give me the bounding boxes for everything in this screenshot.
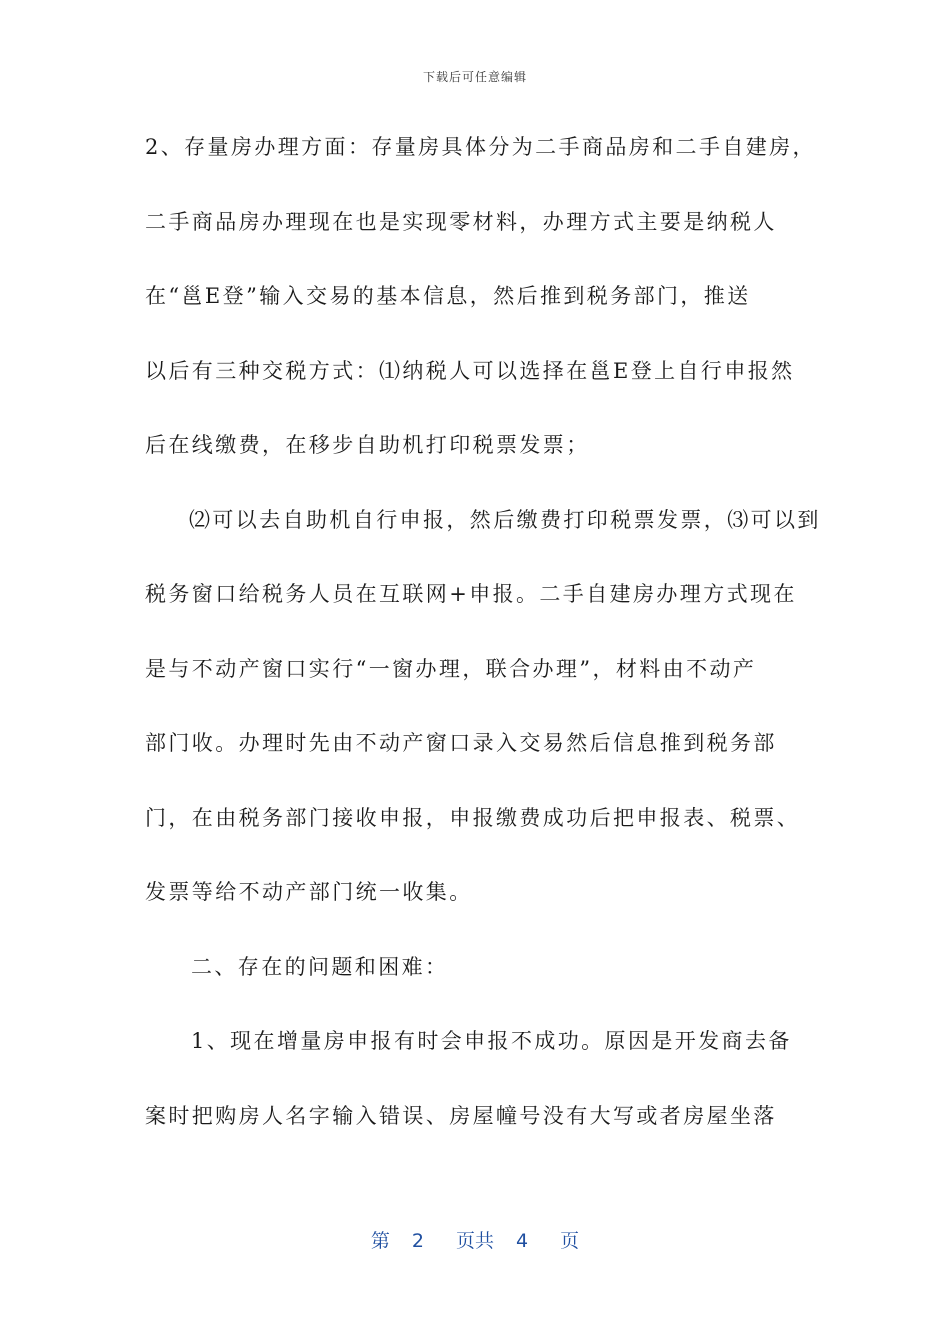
- footer-middle: 页共: [455, 1230, 494, 1252]
- text-line: 案时把购房人名字输入错误、房屋幢号没有大写或者房屋坐落: [145, 1103, 777, 1128]
- text-line: 2、存量房办理方面：存量房具体分为二手商品房和二手自建房，: [145, 135, 816, 159]
- text-line: 是与不动产窗口实行“一窗办理，联合办理”，材料由不动产: [145, 656, 757, 681]
- text-line: 二手商品房办理现在也是实现零材料，办理方式主要是纳税人: [145, 209, 777, 234]
- text-line: 后在线缴费，在移步自助机打印税票发票；: [145, 433, 590, 457]
- page-footer: [0, 1226, 950, 1253]
- text-line: 部门收。办理时先由不动产窗口录入交易然后信息推到税务部: [145, 731, 777, 755]
- footer-prefix: 第: [370, 1230, 390, 1252]
- text-line: ⑵可以去自助机自行申报，然后缴费打印税票发票，⑶可以到: [189, 507, 821, 532]
- header-note: 下载后可任意编辑: [422, 70, 527, 84]
- text-line: 门，在由税务部门接收申报，申报缴费成功后把申报表、税票、: [145, 805, 801, 830]
- footer-current-page: 2: [411, 1230, 424, 1252]
- text-line: 在“邕E登”输入交易的基本信息，然后推到税务部门，推送: [145, 284, 751, 308]
- footer-suffix: 页: [560, 1230, 580, 1252]
- footer-total-pages: 4: [516, 1230, 529, 1252]
- text-line: 以后有三种交税方式：⑴纳税人可以选择在邕E登上自行申报然: [145, 358, 795, 383]
- text-line: 税务窗口给税务人员在互联网+申报。二手自建房办理方式现在: [145, 582, 797, 606]
- text-line: 1、现在增量房申报有时会申报不成功。原因是开发商去备: [191, 1029, 792, 1053]
- document-body: [145, 128, 821, 1171]
- section-heading: 二、存在的问题和困难：: [191, 954, 449, 979]
- text-line: 发票等给不动产部门统一收集。: [145, 880, 473, 904]
